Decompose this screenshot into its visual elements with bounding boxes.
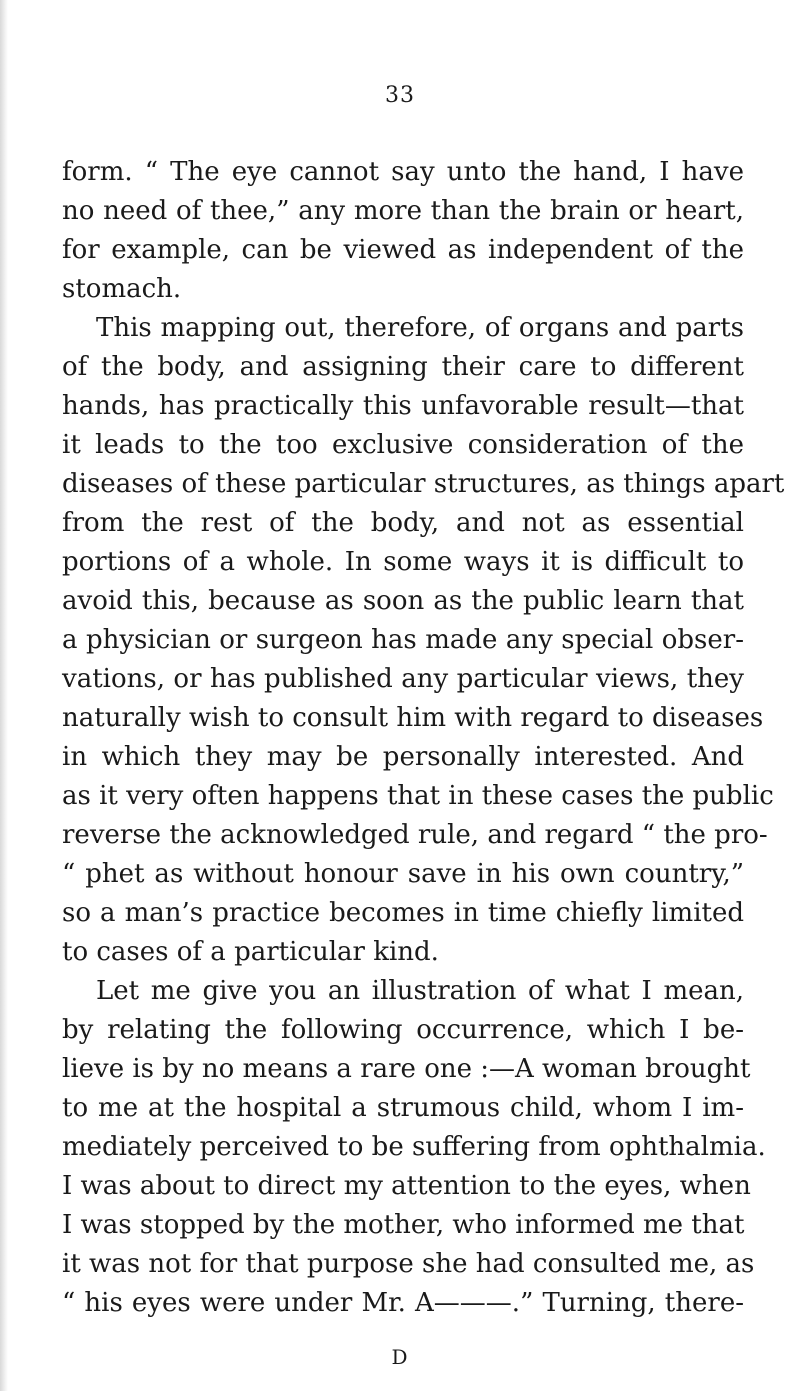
body-text <box>62 153 785 1323</box>
text-line-15: naturally wish to consult him with regard to diseases <box>62 703 764 733</box>
text-line-8: it leads to the too exclusive consideration of the <box>62 430 744 460</box>
text-line-13: a physician or surgeon has made any special obser- <box>62 625 744 655</box>
text-line-2: no need of thee,” any more than the brain or heart, <box>62 196 744 226</box>
text-line-24: lieve is by no means a rare one :—A woman brought <box>62 1054 751 1084</box>
text-line-5: This mapping out, therefore, of organs and parts <box>96 313 744 343</box>
signature-mark: D <box>391 1345 409 1369</box>
text-line-6: of the body, and assigning their care to different <box>62 352 744 382</box>
page-number: 33 <box>385 83 415 108</box>
text-line-17: as it very often happens that in these cases the public <box>62 781 774 811</box>
text-line-26: mediately perceived to be suffering from ophthalmia. <box>62 1132 766 1162</box>
text-line-12: avoid this, because as soon as the public learn that <box>62 586 744 616</box>
text-line-11: portions of a whole. In some ways it is difficult to <box>62 547 744 577</box>
text-line-4: stomach. <box>62 274 182 304</box>
text-line-16: in which they may be personally interested. And <box>62 742 744 772</box>
text-line-23: by relating the following occurrence, which I be- <box>62 1015 744 1045</box>
text-line-25: to me at the hospital a strumous child, whom I im- <box>62 1093 744 1123</box>
text-line-27: I was about to direct my attention to the eyes, when <box>62 1171 751 1201</box>
text-line-30: “ his eyes were under Mr. A———.” Turning, there- <box>62 1288 744 1318</box>
text-line-1: form. “ The eye cannot say unto the hand, I have <box>62 157 744 187</box>
text-line-29: it was not for that purpose she had consulted me, as <box>62 1249 755 1279</box>
text-line-3: for example, can be viewed as independent of the <box>62 235 744 265</box>
text-line-14: vations, or has published any particular views, they <box>62 664 744 694</box>
text-line-18: reverse the acknowledged rule, and regard “ the pro- <box>62 820 768 850</box>
text-line-10: from the rest of the body, and not as essential <box>62 508 744 538</box>
page-edge-shadow <box>0 0 8 1391</box>
text-line-20: so a man’s practice becomes in time chiefly limited <box>62 898 744 928</box>
text-line-28: I was stopped by the mother, who informed me that <box>62 1210 745 1240</box>
text-line-22: Let me give you an illustration of what I mean, <box>96 976 744 1006</box>
text-line-7: hands, has practically this unfavorable result—that <box>62 391 744 421</box>
text-line-9: diseases of these particular structures, as things apart <box>62 469 785 499</box>
text-line-19: “ phet as without honour save in his own country,” <box>62 859 744 889</box>
text-line-21: to cases of a particular kind. <box>62 937 439 967</box>
